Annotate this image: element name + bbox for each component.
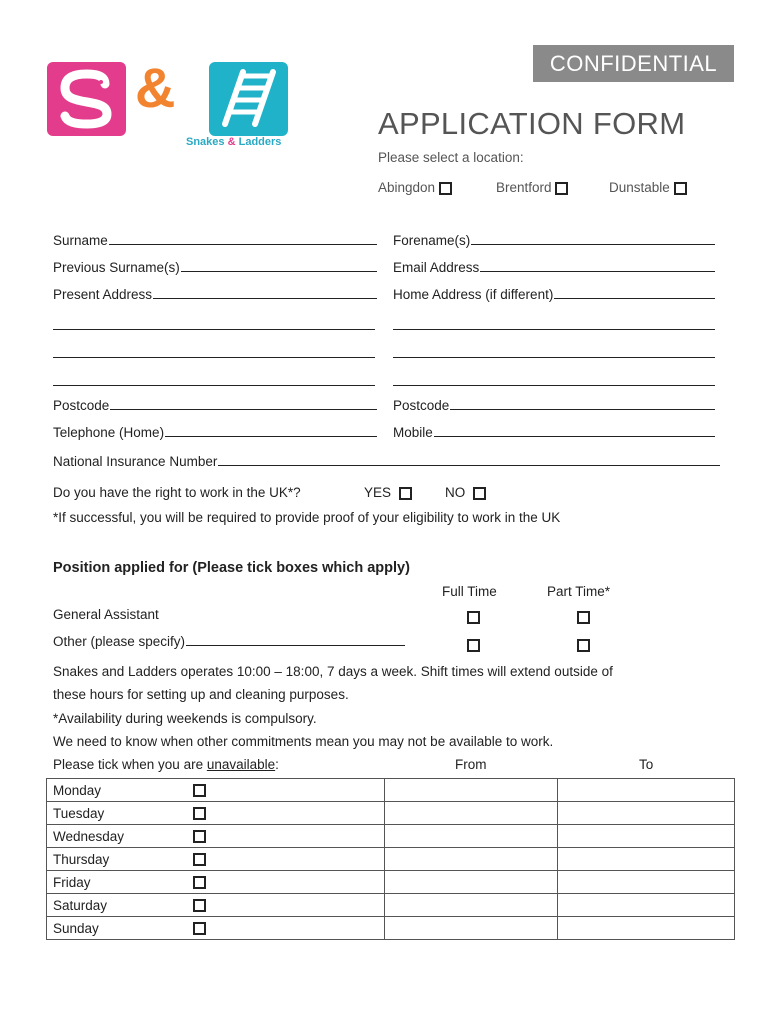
checkbox-no[interactable] [473,487,486,500]
day-label-monday: Monday [47,779,188,802]
snake-logo-tile [47,62,126,136]
to-cell[interactable] [558,802,735,825]
from-cell[interactable] [385,825,558,848]
full-time-header: Full Time [442,584,497,599]
checkbox-tuesday[interactable] [193,807,206,820]
present-address-field[interactable]: Present Address [53,287,377,302]
hours-info-line-1: Snakes and Ladders operates 10:00 – 18:00, 7 days a week. Shift times will extend outside of [53,664,613,679]
checkbox-abingdon[interactable] [439,182,452,195]
home-address-field[interactable]: Home Address (if different) [393,287,715,302]
present-address-line-3[interactable] [53,357,375,358]
postcode-home-field[interactable]: Postcode [393,398,715,413]
to-cell[interactable] [558,871,735,894]
from-cell[interactable] [385,848,558,871]
present-address-line-4[interactable] [53,385,375,386]
location-dunstable[interactable]: Dunstable [609,180,687,195]
ladder-logo-tile [209,62,288,136]
location-prompt: Please select a location: [378,150,524,165]
day-label-wednesday: Wednesday [47,825,188,848]
role-general-assistant: General Assistant [53,607,159,622]
to-cell[interactable] [558,848,735,871]
checkbox-other-full-time[interactable] [467,639,480,652]
weekend-note: *Availability during weekends is compulsory. [53,711,317,726]
to-cell[interactable] [558,894,735,917]
table-row [47,825,735,848]
table-row [47,848,735,871]
part-time-header: Part Time* [547,584,611,599]
checkbox-dunstable[interactable] [674,182,687,195]
right-to-work-question: Do you have the right to work in the UK*? [53,485,301,500]
hours-info-line-2: these hours for setting up and cleaning purposes. [53,687,349,702]
telephone-field[interactable]: Telephone (Home) [53,425,377,440]
to-cell[interactable] [558,825,735,848]
mobile-field[interactable]: Mobile [393,425,715,440]
home-address-line-3[interactable] [393,357,715,358]
checkbox-thursday[interactable] [193,853,206,866]
home-address-line-2[interactable] [393,329,715,330]
to-cell[interactable] [558,779,735,802]
day-label-thursday: Thursday [47,848,188,871]
other-role-field[interactable]: Other (please specify) [53,634,405,649]
logo-ampersand: & [135,56,176,119]
forename-field[interactable]: Forename(s) [393,233,715,248]
logo-wordmark: Snakes & Ladders [186,136,282,148]
from-cell[interactable] [385,917,558,940]
home-address-line-4[interactable] [393,385,715,386]
from-cell[interactable] [385,802,558,825]
postcode-present-field[interactable]: Postcode [53,398,377,413]
from-cell[interactable] [385,779,558,802]
from-header: From [455,757,487,772]
checkbox-brentford[interactable] [555,182,568,195]
email-field[interactable]: Email Address [393,260,715,275]
ni-number-field[interactable]: National Insurance Number [53,454,720,469]
checkbox-friday[interactable] [193,876,206,889]
unavailable-prompt: Please tick when you are unavailable: [53,757,279,772]
availability-table [46,778,735,940]
from-cell[interactable] [385,894,558,917]
table-row [47,917,735,940]
checkbox-ga-part-time[interactable] [577,611,590,624]
right-to-work-yes[interactable]: YES [364,485,412,500]
day-checkbox-cell[interactable] [187,871,385,894]
checkbox-ga-full-time[interactable] [467,611,480,624]
table-row [47,894,735,917]
checkbox-sunday[interactable] [193,922,206,935]
day-checkbox-cell[interactable] [187,917,385,940]
right-to-work-no[interactable]: NO [445,485,486,500]
surname-field[interactable]: Surname [53,233,377,248]
day-checkbox-cell[interactable] [187,894,385,917]
checkbox-saturday[interactable] [193,899,206,912]
position-heading: Position applied for (Please tick boxes which apply) [53,560,410,576]
day-label-tuesday: Tuesday [47,802,188,825]
previous-surname-field[interactable]: Previous Surname(s) [53,260,377,275]
location-brentford[interactable]: Brentford [496,180,568,195]
day-checkbox-cell[interactable] [187,848,385,871]
table-row [47,779,735,802]
form-title: APPLICATION FORM [378,106,686,141]
right-to-work-note: *If successful, you will be required to provide proof of your eligibility to work in the UK [53,510,561,525]
to-cell[interactable] [558,917,735,940]
checkbox-wednesday[interactable] [193,830,206,843]
day-checkbox-cell[interactable] [187,802,385,825]
commitments-note: We need to know when other commitments mean you may not be available to work. [53,734,554,749]
checkbox-other-part-time[interactable] [577,639,590,652]
day-label-saturday: Saturday [47,894,188,917]
snake-icon [47,62,126,136]
day-checkbox-cell[interactable] [187,779,385,802]
from-cell[interactable] [385,871,558,894]
day-label-sunday: Sunday [47,917,188,940]
ladder-icon [209,62,288,136]
present-address-line-2[interactable] [53,329,375,330]
location-abingdon[interactable]: Abingdon [378,180,452,195]
table-row [47,802,735,825]
table-row [47,871,735,894]
day-label-friday: Friday [47,871,188,894]
checkbox-yes[interactable] [399,487,412,500]
to-header: To [639,757,654,772]
day-checkbox-cell[interactable] [187,825,385,848]
confidential-badge: CONFIDENTIAL [533,45,734,82]
checkbox-monday[interactable] [193,784,206,797]
